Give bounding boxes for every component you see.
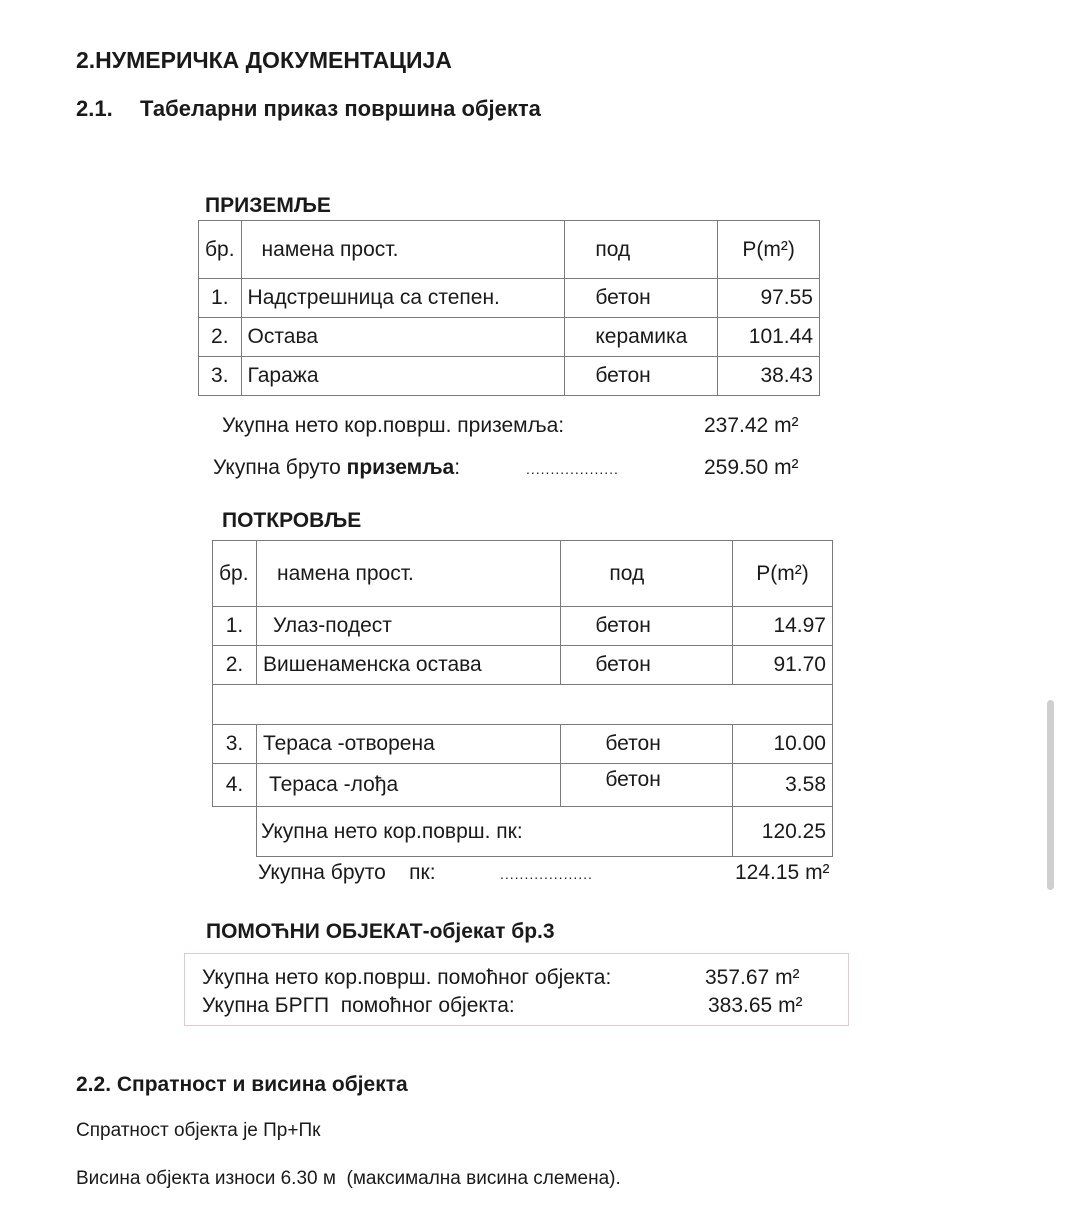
row-area: 101.44 xyxy=(718,318,820,357)
table-row xyxy=(213,646,833,685)
vertical-scrollbar[interactable] xyxy=(1047,700,1054,890)
row-floor: бетон xyxy=(561,646,733,685)
row-area: 10.00 xyxy=(733,725,833,764)
height-text: Висина објекта износи 6.30 м (максимална висина слемена). xyxy=(76,1168,621,1189)
aux-net-label: Укупна нето кор.површ. помоћног објекта: xyxy=(202,966,612,989)
ground-net-value: 237.42 m² xyxy=(704,414,799,437)
document-heading: 2.НУМЕРИЧКА ДОКУМЕНТАЦИЈА xyxy=(76,47,452,73)
attic-gross-label: Укупна бруто пк: xyxy=(258,861,436,884)
header-purpose: намена прост. xyxy=(241,221,565,279)
row-area: 38.43 xyxy=(718,357,820,396)
row-purpose: Вишенаменска остава xyxy=(256,646,560,685)
spacer-cell xyxy=(213,685,833,725)
row-area: 14.97 xyxy=(733,607,833,646)
row-number: 4. xyxy=(213,764,257,807)
row-number: 2. xyxy=(213,646,257,685)
row-number: 1. xyxy=(213,607,257,646)
row-number: 3. xyxy=(199,357,242,396)
row-floor: бетон xyxy=(561,725,733,764)
row-area: 91.70 xyxy=(733,646,833,685)
attic-table xyxy=(212,540,833,857)
row-purpose: Гаража xyxy=(241,357,565,396)
row-number: 2. xyxy=(199,318,242,357)
table-row xyxy=(213,607,833,646)
row-floor: бетон xyxy=(561,607,733,646)
attic-net-label: Укупна нето кор.површ. пк: xyxy=(256,807,732,857)
aux-net-value: 357.67 m² xyxy=(705,966,800,989)
subheading-number: 2.1. xyxy=(76,96,113,121)
ground-net-label: Укупна нето кор.површ. приземља: xyxy=(222,414,565,437)
ground-floor-table xyxy=(198,220,820,396)
row-purpose: Улаз-подест xyxy=(256,607,560,646)
row-purpose: Надстрешница са степен. xyxy=(241,279,565,318)
aux-brgp-label: Укупна БРГП помоћног објекта: xyxy=(202,994,515,1017)
ground-gross-label-bold: приземља xyxy=(346,456,455,479)
ground-gross-label-prefix: Укупна бруто xyxy=(213,456,347,479)
section-2-2-title: 2.2. Спратност и висина објекта xyxy=(76,1073,408,1096)
row-floor: керамика xyxy=(565,318,718,357)
header-number: бр. xyxy=(213,541,257,607)
table-row xyxy=(199,279,820,318)
header-area: P(m²) xyxy=(718,221,820,279)
ground-floor-title: ПРИЗЕМЉЕ xyxy=(205,194,331,217)
header-floor: под xyxy=(561,541,733,607)
aux-building-title: ПОМОЋНИ ОБЈЕКАТ-објекат бр.3 xyxy=(206,920,555,943)
row-purpose: Остава xyxy=(241,318,565,357)
ground-gross-value: 259.50 m² xyxy=(704,456,799,479)
header-floor: под xyxy=(565,221,718,279)
attic-gross-dots: ................... xyxy=(500,866,593,882)
table-total-row xyxy=(213,807,833,857)
header-purpose: намена прост. xyxy=(256,541,560,607)
empty-cell xyxy=(213,807,257,857)
table-row xyxy=(199,357,820,396)
header-area: P(m²) xyxy=(733,541,833,607)
row-purpose: Тераса -лођа xyxy=(256,764,560,807)
floors-text: Спратност објекта је Пр+Пк xyxy=(76,1120,321,1141)
attic-title: ПОТКРОВЉЕ xyxy=(222,509,362,532)
attic-net-value: 120.25 xyxy=(733,807,833,857)
row-purpose: Тераса -отворена xyxy=(256,725,560,764)
table-row xyxy=(213,764,833,807)
table-row xyxy=(199,318,820,357)
table-spacer-row xyxy=(213,685,833,725)
ground-gross-dots: ................... xyxy=(526,461,619,477)
aux-brgp-value: 383.65 m² xyxy=(708,994,803,1017)
row-area: 97.55 xyxy=(718,279,820,318)
attic-gross-value: 124.15 m² xyxy=(735,861,830,884)
row-floor: бетон xyxy=(565,279,718,318)
subheading-title: Табеларни приказ површина објекта xyxy=(140,96,541,121)
row-area: 3.58 xyxy=(733,764,833,807)
row-number: 1. xyxy=(199,279,242,318)
row-number: 3. xyxy=(213,725,257,764)
row-floor: бетон xyxy=(561,764,733,807)
table-row xyxy=(213,725,833,764)
row-floor: бетон xyxy=(565,357,718,396)
ground-gross-label xyxy=(213,456,460,480)
ground-gross-label-colon: : xyxy=(454,456,461,479)
header-number: бр. xyxy=(199,221,242,279)
table-header-row xyxy=(213,541,833,607)
table-header-row xyxy=(199,221,820,279)
